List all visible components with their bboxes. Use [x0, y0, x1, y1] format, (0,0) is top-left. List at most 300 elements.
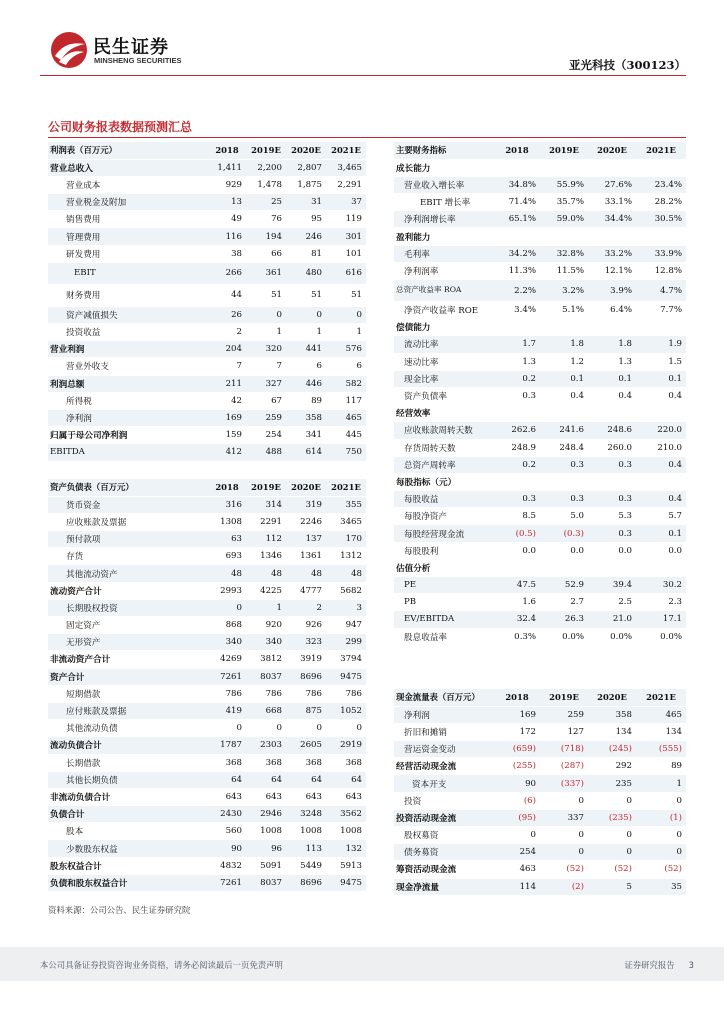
value-cell: 89: [286, 392, 326, 409]
value-cell: 1361: [286, 548, 326, 565]
table-row: [394, 336, 686, 353]
table-row: [394, 353, 686, 370]
value-cell: 3465: [326, 513, 366, 530]
table-row: [48, 194, 366, 211]
section-title: 公司财务报表数据预测汇总: [48, 120, 193, 134]
value-cell: 7261: [208, 668, 246, 685]
table-row: [394, 439, 686, 456]
row-label: 营业利润: [48, 341, 208, 358]
value-cell: 3.2%: [540, 280, 588, 302]
table-row: [394, 302, 686, 319]
value-cell: 358: [286, 409, 326, 426]
value-cell: 1.7: [494, 336, 540, 353]
income-statement-table: [48, 142, 366, 462]
value-cell: 262.6: [494, 422, 540, 439]
row-label: 归属于母公司净利润: [48, 427, 208, 444]
value-cell: 582: [326, 375, 366, 392]
value-cell: 71.4%: [494, 194, 540, 211]
row-label: 营运资金变动: [394, 741, 494, 758]
table-row: [48, 306, 366, 323]
value-cell: [494, 319, 540, 336]
value-cell: 21.0: [588, 611, 636, 628]
value-cell: [494, 473, 540, 490]
row-label: 每股指标（元）: [394, 473, 494, 490]
row-label: 经营效率: [394, 405, 494, 422]
table-row: [48, 668, 366, 685]
value-cell: 0.1: [540, 370, 588, 387]
row-label: 净利润: [48, 409, 208, 426]
row-label: 债务募资: [394, 844, 494, 861]
value-cell: 48: [326, 565, 366, 582]
value-cell: 235: [588, 775, 636, 792]
value-cell: 2246: [286, 513, 326, 530]
value-cell: 929: [208, 176, 246, 193]
row-label: 资产减值损失: [48, 306, 208, 323]
table-row: [48, 565, 366, 582]
value-cell: 52.9: [540, 577, 588, 594]
value-cell: [588, 473, 636, 490]
row-label: 每股净资产: [394, 508, 494, 525]
value-cell: 0.2: [494, 370, 540, 387]
value-cell: 1.2: [540, 353, 588, 370]
value-cell: 1: [246, 324, 286, 341]
value-cell: 254: [246, 427, 286, 444]
value-cell: 0.2: [494, 456, 540, 473]
row-label: 利润总额: [48, 375, 208, 392]
value-cell: 137: [286, 531, 326, 548]
value-cell: 59.0%: [540, 211, 588, 228]
row-label: 流动比率: [394, 336, 494, 353]
value-cell: 3794: [326, 651, 366, 668]
indicators-year-header: 2020E: [588, 142, 636, 159]
row-label: 投资收益: [48, 324, 208, 341]
value-cell: 1: [286, 324, 326, 341]
row-label: 每股收益: [394, 491, 494, 508]
row-label: 净利润增长率: [394, 211, 494, 228]
value-cell: 3,465: [326, 159, 366, 176]
value-cell: [636, 405, 686, 422]
value-cell: 254: [494, 844, 540, 861]
row-label: PB: [394, 594, 494, 611]
indicators-year-header: 2021E: [636, 142, 686, 159]
value-cell: 2993: [208, 582, 246, 599]
value-cell: 446: [286, 375, 326, 392]
table-row: [48, 324, 366, 341]
value-cell: [540, 228, 588, 245]
table-row: [394, 159, 686, 176]
value-cell: 81: [286, 245, 326, 262]
value-cell: 0.1: [636, 525, 686, 542]
value-cell: 6: [286, 358, 326, 375]
row-label: 所得税: [48, 392, 208, 409]
value-cell: [636, 159, 686, 176]
table-row: [48, 427, 366, 444]
cash-flow-table: [394, 689, 686, 896]
value-cell: 0: [636, 844, 686, 861]
indicators-title-cell: 主要财务指标: [394, 142, 494, 159]
row-label: 资产负债率: [394, 387, 494, 404]
value-cell: [588, 319, 636, 336]
value-cell: 0.4: [636, 456, 686, 473]
footer-disclaimer: 本公司具备证券投资咨询业务资格，请务必阅读最后一页免责声明: [40, 960, 283, 970]
table-row: [394, 525, 686, 542]
value-cell: 35.7%: [540, 194, 588, 211]
value-cell: 920: [246, 617, 286, 634]
row-label: EBIT 增长率: [394, 194, 494, 211]
value-cell: 30.2: [636, 577, 686, 594]
value-cell: 172: [494, 723, 540, 740]
row-label: 应收账款周转天数: [394, 422, 494, 439]
section-divider: [48, 137, 686, 138]
row-label: 非流动资产合计: [48, 651, 208, 668]
value-cell: 26.3: [540, 611, 588, 628]
value-cell: 419: [208, 702, 246, 719]
table-row: [394, 194, 686, 211]
value-cell: 89: [636, 758, 686, 775]
table-row: [48, 582, 366, 599]
value-cell: 355: [326, 496, 366, 513]
table-row: [394, 370, 686, 387]
value-cell: 0.4: [636, 387, 686, 404]
value-cell: [540, 159, 588, 176]
value-cell: 786: [326, 685, 366, 702]
value-cell: 445: [326, 427, 366, 444]
value-cell: 1: [246, 599, 286, 616]
row-label: 营业税金及附加: [48, 194, 208, 211]
value-cell: 786: [208, 685, 246, 702]
row-label: 存货: [48, 548, 208, 565]
value-cell: 266: [208, 262, 246, 284]
value-cell: 5091: [246, 857, 286, 874]
table-row: [394, 280, 686, 302]
table-row: [48, 754, 366, 771]
row-label: 应付账款及票据: [48, 702, 208, 719]
value-cell: 292: [588, 758, 636, 775]
value-cell: [588, 228, 636, 245]
value-cell: 0: [286, 306, 326, 323]
value-cell: 337: [540, 809, 588, 826]
value-cell: 47.5: [494, 577, 540, 594]
value-cell: 5913: [326, 857, 366, 874]
row-label: 其他长期负债: [48, 771, 208, 788]
value-cell: 48: [286, 565, 326, 582]
value-cell: [588, 559, 636, 576]
value-cell: 5.1%: [540, 302, 588, 319]
balance-year-header: 2020E: [286, 479, 326, 496]
value-cell: 0.4: [636, 491, 686, 508]
table-row: [48, 857, 366, 874]
value-cell: 33.9%: [636, 245, 686, 262]
row-label: 非流动负债合计: [48, 788, 208, 805]
value-cell: 11.3%: [494, 262, 540, 279]
footer-report-type: 证券研究报告: [624, 960, 675, 970]
value-cell: [540, 405, 588, 422]
value-cell: 560: [208, 823, 246, 840]
value-cell: 643: [246, 788, 286, 805]
table-row: [48, 392, 366, 409]
table-row: [48, 840, 366, 857]
table-row: [48, 409, 366, 426]
value-cell: 0.0%: [588, 628, 636, 645]
value-cell: (6): [494, 792, 540, 809]
table-row: [48, 284, 366, 306]
value-cell: 316: [208, 496, 246, 513]
balance-header-row: [48, 479, 366, 496]
value-cell: (95): [494, 809, 540, 826]
row-label: 营业成本: [48, 176, 208, 193]
row-label: 其他流动资产: [48, 565, 208, 582]
value-cell: [494, 228, 540, 245]
row-label: 营业收入增长率: [394, 176, 494, 193]
value-cell: 169: [208, 409, 246, 426]
value-cell: 0.1: [636, 370, 686, 387]
value-cell: 1008: [246, 823, 286, 840]
value-cell: 0.4: [588, 387, 636, 404]
row-label: 现金净流量: [394, 878, 494, 895]
value-cell: 259: [246, 409, 286, 426]
value-cell: 159: [208, 427, 246, 444]
value-cell: 412: [208, 444, 246, 461]
table-row: [48, 720, 366, 737]
row-label: 应收账款及票据: [48, 513, 208, 530]
value-cell: 1346: [246, 548, 286, 565]
value-cell: 25: [246, 194, 286, 211]
row-label: 固定资产: [48, 617, 208, 634]
value-cell: [494, 159, 540, 176]
row-label: 净利润: [394, 706, 494, 723]
value-cell: 0.3%: [494, 628, 540, 645]
value-cell: 9475: [326, 668, 366, 685]
value-cell: 5: [588, 878, 636, 895]
value-cell: 368: [208, 754, 246, 771]
value-cell: 0.1: [588, 370, 636, 387]
table-row: [394, 176, 686, 193]
value-cell: 64: [246, 771, 286, 788]
value-cell: 1.3: [494, 353, 540, 370]
value-cell: 33.2%: [588, 245, 636, 262]
value-cell: 614: [286, 444, 326, 461]
income-year-header: 2020E: [286, 142, 326, 159]
table-row: [48, 823, 366, 840]
row-label: 管理费用: [48, 228, 208, 245]
value-cell: 340: [208, 634, 246, 651]
value-cell: 323: [286, 634, 326, 651]
row-label: 流动资产合计: [48, 582, 208, 599]
value-cell: 320: [246, 341, 286, 358]
value-cell: 210.0: [636, 439, 686, 456]
table-row: [394, 245, 686, 262]
value-cell: 488: [246, 444, 286, 461]
value-cell: 5449: [286, 857, 326, 874]
value-cell: 169: [494, 706, 540, 723]
income-header-row: [48, 142, 366, 159]
table-row: [48, 737, 366, 754]
cashflow-header-row: [394, 689, 686, 706]
value-cell: 12.1%: [588, 262, 636, 279]
value-cell: 67: [246, 392, 286, 409]
value-cell: 8037: [246, 874, 286, 891]
value-cell: 64: [286, 771, 326, 788]
value-cell: 0.3: [588, 525, 636, 542]
value-cell: 3562: [326, 806, 366, 823]
value-cell: 114: [494, 878, 540, 895]
table-row: [394, 861, 686, 878]
indicators-header-row: [394, 142, 686, 159]
value-cell: 96: [246, 840, 286, 857]
value-cell: [494, 405, 540, 422]
minsheng-logo-mark-icon: [49, 30, 89, 70]
value-cell: 947: [326, 617, 366, 634]
table-row: [48, 211, 366, 228]
table-row: [394, 473, 686, 490]
value-cell: 1787: [208, 737, 246, 754]
value-cell: 0: [540, 844, 588, 861]
value-cell: (235): [588, 809, 636, 826]
value-cell: 2: [286, 599, 326, 616]
value-cell: 101: [326, 245, 366, 262]
value-cell: 8037: [246, 668, 286, 685]
value-cell: 48: [246, 565, 286, 582]
table-row: [394, 211, 686, 228]
source-note: 资料来源：公司公告、民生证券研究院: [48, 905, 191, 915]
value-cell: 9475: [326, 874, 366, 891]
value-cell: 4777: [286, 582, 326, 599]
footer-page-number: 3: [688, 960, 694, 970]
row-label: 资本开支: [394, 775, 494, 792]
value-cell: [540, 559, 588, 576]
row-label: 总资产周转率: [394, 456, 494, 473]
value-cell: 1.5: [636, 353, 686, 370]
row-label: 股息收益率: [394, 628, 494, 645]
row-label: 现金比率: [394, 370, 494, 387]
value-cell: 2.2%: [494, 280, 540, 302]
value-cell: 4269: [208, 651, 246, 668]
value-cell: 0: [636, 792, 686, 809]
table-row: [394, 542, 686, 559]
balance-year-header: 2019E: [246, 479, 286, 496]
value-cell: 30.5%: [636, 211, 686, 228]
value-cell: 576: [326, 341, 366, 358]
value-cell: (1): [636, 809, 686, 826]
row-label: 营业总收入: [48, 159, 208, 176]
value-cell: 926: [286, 617, 326, 634]
value-cell: 4225: [246, 582, 286, 599]
value-cell: [494, 559, 540, 576]
value-cell: 3.4%: [494, 302, 540, 319]
value-cell: 1.8: [588, 336, 636, 353]
value-cell: 259: [540, 706, 588, 723]
value-cell: 0: [540, 827, 588, 844]
table-row: [48, 531, 366, 548]
value-cell: 2291: [246, 513, 286, 530]
value-cell: 0.3: [588, 491, 636, 508]
value-cell: 643: [286, 788, 326, 805]
value-cell: 66: [246, 245, 286, 262]
table-row: [48, 599, 366, 616]
table-row: [394, 491, 686, 508]
row-label: 负债合计: [48, 806, 208, 823]
table-row: [48, 513, 366, 530]
value-cell: 7: [246, 358, 286, 375]
value-cell: 2605: [286, 737, 326, 754]
balance-year-header: 2021E: [326, 479, 366, 496]
table-row: [394, 319, 686, 336]
value-cell: 0.3: [588, 456, 636, 473]
value-cell: 1308: [208, 513, 246, 530]
value-cell: 2303: [246, 737, 286, 754]
row-label: 流动负债合计: [48, 737, 208, 754]
value-cell: 4832: [208, 857, 246, 874]
value-cell: 8696: [286, 668, 326, 685]
value-cell: 38: [208, 245, 246, 262]
value-cell: 0: [588, 792, 636, 809]
table-row: [48, 651, 366, 668]
value-cell: 113: [286, 840, 326, 857]
value-cell: 11.5%: [540, 262, 588, 279]
value-cell: 17.1: [636, 611, 686, 628]
value-cell: (0.3): [540, 525, 588, 542]
value-cell: 55.9%: [540, 176, 588, 193]
row-label: 偿债能力: [394, 319, 494, 336]
value-cell: [636, 228, 686, 245]
table-row: [48, 341, 366, 358]
value-cell: [588, 405, 636, 422]
row-label: 长期借款: [48, 754, 208, 771]
value-cell: 0.3: [540, 456, 588, 473]
value-cell: 51: [326, 284, 366, 306]
key-indicators-table: [394, 142, 686, 646]
value-cell: 5.3: [588, 508, 636, 525]
table-row: [394, 577, 686, 594]
logo-chinese-name: 民生证券: [93, 37, 169, 58]
value-cell: 8.5: [494, 508, 540, 525]
table-row: [48, 634, 366, 651]
value-cell: 2946: [246, 806, 286, 823]
value-cell: 117: [326, 392, 366, 409]
table-row: [394, 706, 686, 723]
value-cell: 7: [208, 358, 246, 375]
value-cell: 13: [208, 194, 246, 211]
table-row: [48, 874, 366, 891]
table-row: [394, 723, 686, 740]
table-row: [48, 702, 366, 719]
value-cell: 3: [326, 599, 366, 616]
row-label: 成长能力: [394, 159, 494, 176]
value-cell: 211: [208, 375, 246, 392]
table-row: [394, 228, 686, 245]
income-year-header: 2021E: [326, 142, 366, 159]
value-cell: 7261: [208, 874, 246, 891]
value-cell: 6.4%: [588, 302, 636, 319]
value-cell: 2.7: [540, 594, 588, 611]
value-cell: 116: [208, 228, 246, 245]
value-cell: 368: [286, 754, 326, 771]
value-cell: 693: [208, 548, 246, 565]
value-cell: 465: [636, 706, 686, 723]
table-row: [394, 844, 686, 861]
value-cell: 12.8%: [636, 262, 686, 279]
value-cell: 2,807: [286, 159, 326, 176]
value-cell: [636, 319, 686, 336]
value-cell: 204: [208, 341, 246, 358]
value-cell: 170: [326, 531, 366, 548]
table-row: [48, 262, 366, 284]
value-cell: 28.2%: [636, 194, 686, 211]
value-cell: 0: [246, 306, 286, 323]
value-cell: 90: [208, 840, 246, 857]
row-label: 每股经营现金流: [394, 525, 494, 542]
value-cell: 95: [286, 211, 326, 228]
